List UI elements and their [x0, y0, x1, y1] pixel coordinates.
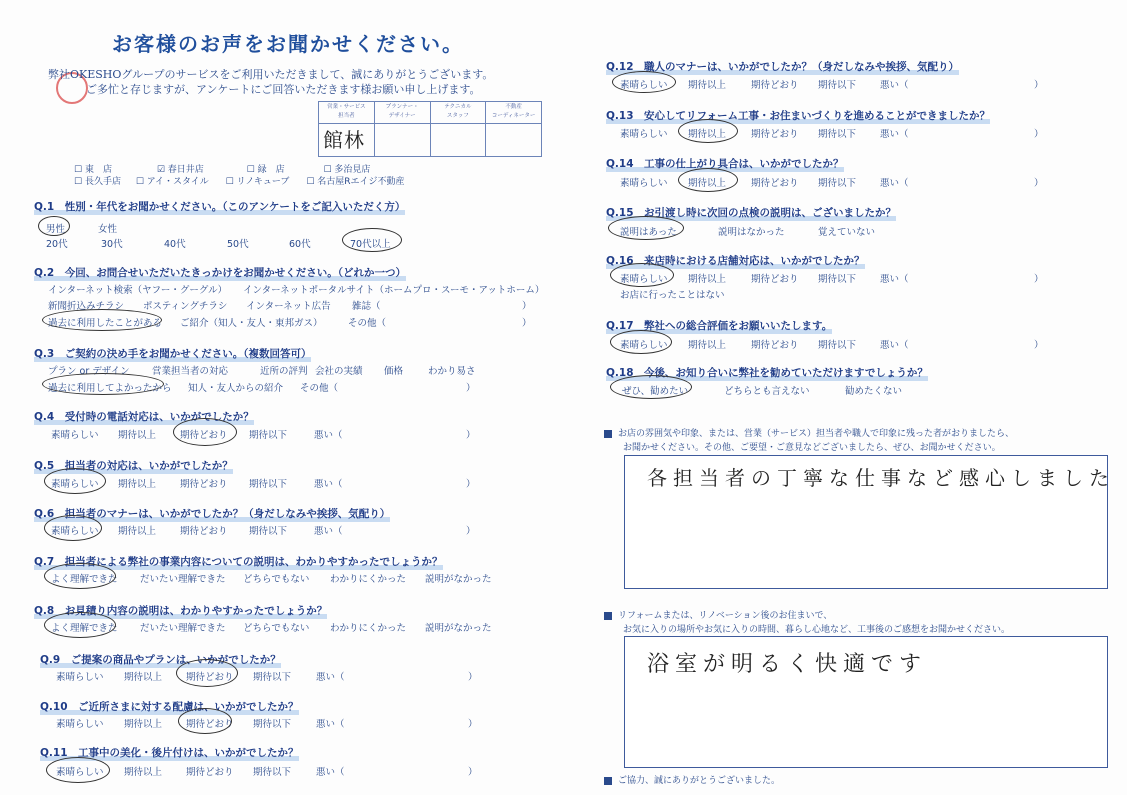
option-close-paren: ）: [522, 301, 532, 312]
comment1-prompt-line2: お聞かせください。その他、ご要望・ご意見などございましたら、ぜひ、お聞かせください。: [623, 443, 1001, 453]
bullet-square-icon: [604, 777, 612, 785]
option[interactable]: 素晴らしい: [620, 129, 668, 140]
option[interactable]: 悪い（: [314, 526, 343, 537]
bullet-square-icon: [604, 612, 612, 620]
option[interactable]: 期待以上: [124, 767, 163, 778]
staff-header-planner: プランナー・ デザイナー: [375, 102, 430, 124]
option[interactable]: 営業担当者の対応: [152, 366, 229, 377]
option[interactable]: 過去に利用してよかったから: [48, 383, 172, 394]
selection-circle: [42, 373, 164, 395]
footer-text: ご協力、誠にありがとうございました。: [618, 776, 781, 786]
option[interactable]: 期待どおり: [751, 178, 799, 189]
option[interactable]: 30代: [101, 239, 123, 250]
option[interactable]: 期待以下: [249, 526, 288, 537]
store-checkbox[interactable]: ☐: [135, 177, 147, 187]
option[interactable]: 素晴らしい: [56, 767, 104, 778]
option[interactable]: 悪い（: [880, 274, 909, 285]
option[interactable]: 素晴らしい: [51, 430, 99, 441]
option[interactable]: 70代以上: [350, 239, 391, 250]
option[interactable]: インターネットポータルサイト（ホームプロ・スーモ・アットホーム）: [243, 285, 545, 296]
question-number: Q.6: [34, 508, 55, 520]
option[interactable]: 素晴らしい: [620, 340, 668, 351]
option[interactable]: 期待以上: [688, 340, 727, 351]
option-close-paren: ）: [1034, 129, 1044, 140]
store-label: リノキューブ: [236, 177, 290, 187]
option[interactable]: 価格: [384, 366, 404, 377]
option[interactable]: 期待以下: [249, 479, 288, 490]
selection-circle: [342, 228, 402, 252]
question-number: Q.4: [34, 411, 55, 423]
option[interactable]: 期待以上: [118, 430, 157, 441]
comment2-prompt-line2: お気に入りの場所やお気に入りの時間、暮らし心地など、工事後のご感想をお聞かせください。: [623, 625, 1011, 635]
selection-circle: [173, 418, 237, 446]
option[interactable]: だいたい理解できた: [140, 574, 226, 585]
question-q14: [606, 156, 844, 171]
option[interactable]: 期待以上: [688, 80, 727, 91]
option[interactable]: わかりにくかった: [330, 623, 407, 634]
option[interactable]: 期待どおり: [180, 430, 228, 441]
option[interactable]: インターネット検索（ヤフー・グーグル）: [48, 285, 228, 296]
option[interactable]: 期待以上: [688, 129, 727, 140]
question-text: 安心してリフォーム工事・お住まいづくりを進めることができましたか？: [644, 110, 991, 122]
option[interactable]: 近所の評判: [260, 366, 308, 377]
option[interactable]: 期待以下: [253, 719, 292, 730]
option[interactable]: 期待以下: [818, 178, 857, 189]
option[interactable]: 期待以上: [118, 479, 157, 490]
question-text: ご契約の決め手をお聞かせください。（複数回答可）: [64, 348, 312, 360]
store-label: 緑 店: [257, 165, 285, 175]
question-text: 受付時の電話対応は、いかがでしたか？: [64, 411, 254, 423]
option[interactable]: 素晴らしい: [56, 719, 104, 730]
option[interactable]: その他（: [300, 383, 339, 394]
option[interactable]: 会社の実績: [315, 366, 363, 377]
bullet-square-icon: [604, 430, 612, 438]
option[interactable]: ポスティングチラシ: [143, 301, 228, 312]
question-text: 工事の仕上がり具合は、いかがでしたか？: [644, 158, 844, 170]
question-text: 担当者の対応は、いかがでしたか？: [64, 460, 233, 472]
option[interactable]: 期待以下: [818, 340, 857, 351]
question-q10: [40, 699, 299, 714]
option[interactable]: 20代: [46, 239, 68, 250]
option[interactable]: 悪い（: [314, 479, 343, 490]
option-close-paren: ）: [1034, 340, 1044, 351]
store-label: 春日井店: [167, 165, 204, 175]
option[interactable]: 悪い（: [316, 672, 345, 683]
option-close-paren: ）: [1034, 178, 1044, 189]
option-close-paren: ）: [466, 526, 476, 537]
question-number: Q.9: [40, 654, 61, 666]
option[interactable]: お店に行ったことはない: [620, 290, 725, 301]
option[interactable]: 期待以上: [124, 672, 163, 683]
question-number: Q.17: [606, 320, 634, 332]
option[interactable]: 過去に利用したことがある: [48, 318, 163, 329]
question-text: 今後、お知り合いに弊社を勧めていただけますでしょうか？: [644, 367, 928, 379]
option[interactable]: 期待どおり: [180, 479, 228, 490]
option[interactable]: だいたい理解できた: [140, 623, 226, 634]
option[interactable]: インターネット広告: [246, 301, 331, 312]
store-checkbox-checked[interactable]: ☑: [156, 165, 168, 175]
selection-circle: [38, 216, 70, 236]
option-close-paren: ）: [468, 767, 478, 778]
comment1-answer-box[interactable]: [624, 455, 1115, 589]
comment2-answer-box[interactable]: [624, 636, 1108, 768]
selection-circle: [678, 168, 738, 192]
comment2-prompt-line1: リフォームまたは、リノベーション後のお住まいで、: [618, 611, 833, 621]
option[interactable]: 期待どおり: [186, 672, 234, 683]
option[interactable]: その他（: [348, 318, 387, 329]
store-label: 多治見店: [334, 165, 371, 175]
option[interactable]: 期待以下: [253, 672, 292, 683]
store-label: 長久手店: [84, 177, 121, 187]
option[interactable]: 期待以下: [249, 430, 288, 441]
question-text: 工事中の美化・後片付けは、いかがでしたか？: [78, 747, 299, 759]
selection-circle: [176, 659, 238, 687]
option[interactable]: 女性: [98, 224, 118, 235]
question-number: Q.8: [34, 605, 55, 617]
selection-circle: [44, 563, 116, 589]
option[interactable]: 覚えていない: [818, 227, 876, 238]
selection-circle: [610, 263, 674, 287]
option[interactable]: 素晴らしい: [51, 479, 99, 490]
option[interactable]: 期待どおり: [186, 719, 234, 730]
option[interactable]: 40代: [164, 239, 186, 250]
question-number: Q.3: [34, 348, 55, 360]
store-checkbox[interactable]: ☐: [246, 165, 258, 175]
question-number: Q.13: [606, 110, 634, 122]
option[interactable]: 悪い（: [316, 719, 345, 730]
option[interactable]: 60代: [289, 239, 311, 250]
option[interactable]: 素晴らしい: [56, 672, 104, 683]
option[interactable]: 期待以上: [124, 719, 163, 730]
store-checkbox[interactable]: ☐: [74, 177, 85, 187]
option[interactable]: 期待以上: [688, 178, 727, 189]
option[interactable]: 悪い（: [880, 129, 909, 140]
option[interactable]: 期待どおり: [180, 526, 228, 537]
staff-col-realestate: [486, 102, 541, 156]
option[interactable]: 説明はあった: [620, 227, 677, 238]
question-text: 担当者のマナーは、いかがでしたか？（身だしなみや挨拶、気配り）: [64, 508, 391, 520]
footer-thanks: [604, 773, 780, 786]
option[interactable]: 素晴らしい: [620, 178, 668, 189]
comment1-prompt: [604, 426, 1014, 439]
option[interactable]: 期待どおり: [751, 129, 799, 140]
question-number: Q.5: [34, 460, 55, 472]
option[interactable]: 期待以下: [818, 129, 857, 140]
option[interactable]: 期待どおり: [751, 340, 799, 351]
question-q1: [34, 199, 405, 214]
question-number: Q.11: [40, 747, 68, 759]
option[interactable]: 勧めたくない: [845, 386, 903, 397]
question-q2: [34, 265, 406, 280]
comment2-prompt: [604, 608, 832, 621]
comment1-prompt-line1: お店の雰囲気や印象、または、営業（サービス）担当者や職人で印象に残った者がおりましたら、: [618, 429, 1015, 439]
question-number: Q.14: [606, 158, 634, 170]
selection-circle: [44, 612, 116, 638]
option[interactable]: 悪い（: [316, 767, 345, 778]
option[interactable]: ご紹介（知人・友人・東邦ガス）: [180, 318, 323, 329]
store-label: 東 店: [84, 165, 112, 175]
store-checkbox-row-2: [74, 174, 405, 187]
store-checkbox[interactable]: ☐: [225, 177, 237, 187]
store-checkbox[interactable]: ☐: [306, 177, 318, 187]
question-number: Q.18: [606, 367, 634, 379]
question-text: 担当者による弊社の事業内容についての説明は、わかりやすかったでしょうか？: [64, 556, 443, 568]
staff-col-planner: [375, 102, 431, 156]
option[interactable]: わかりにくかった: [330, 574, 407, 585]
option[interactable]: どちらとも言えない: [724, 386, 810, 397]
question-number: Q.10: [40, 701, 68, 713]
selection-circle: [610, 375, 692, 399]
option-close-paren: ）: [1034, 274, 1044, 285]
option[interactable]: どちらでもない: [243, 623, 310, 634]
option[interactable]: よく理解できた: [51, 623, 118, 634]
store-checkbox[interactable]: ☐: [323, 165, 335, 175]
option[interactable]: 説明がなかった: [425, 623, 492, 634]
selection-circle: [44, 468, 106, 494]
question-text: 来店時における店舗対応は、いかがでしたか？: [644, 255, 865, 267]
question-number: Q.12: [606, 61, 634, 73]
question-text: 性別・年代をお聞かせください。（このアンケートをご記入いただく方）: [64, 201, 406, 213]
option[interactable]: 雑誌（: [352, 301, 381, 312]
staff-header-technical: テクニカル スタッフ: [431, 102, 486, 124]
question-number: Q.7: [34, 556, 55, 568]
question-number: Q.1: [34, 201, 55, 213]
option-close-paren: ）: [1034, 80, 1044, 91]
selection-circle: [612, 71, 676, 93]
option[interactable]: 素晴らしい: [51, 526, 99, 537]
selection-circle: [44, 515, 102, 541]
option-close-paren: ）: [466, 479, 476, 490]
question-text: 職人のマナーは、いかがでしたか？（身だしなみや挨拶、気配り）: [644, 61, 960, 73]
option[interactable]: 悪い（: [880, 80, 909, 91]
option[interactable]: 期待以下: [253, 767, 292, 778]
option[interactable]: どちらでもない: [243, 574, 310, 585]
page-title: お客様のお声をお聞かせください。: [112, 32, 464, 56]
option-close-paren: ）: [468, 719, 478, 730]
selection-circle: [610, 330, 672, 354]
selection-circle: [46, 757, 110, 783]
question-text: お引渡し時に次回の点検の説明は、ございましたか？: [644, 207, 897, 219]
question-text: 弊社への総合評価をお願いいたします。: [644, 320, 833, 332]
question-text: ご近所さまに対する配慮は、いかがでしたか？: [78, 701, 299, 713]
option[interactable]: 期待以下: [818, 274, 857, 285]
store-label: アイ・スタイル: [146, 177, 209, 187]
option[interactable]: 期待どおり: [751, 80, 799, 91]
selection-circle: [42, 309, 162, 331]
question-number: Q.16: [606, 255, 634, 267]
selection-circle: [608, 216, 684, 240]
option[interactable]: 悪い（: [880, 178, 909, 189]
comment2-handwritten-answer: 浴室が明るく快適です: [647, 652, 928, 677]
option[interactable]: よく理解できた: [51, 574, 118, 585]
option[interactable]: ぜひ、勧めたい: [622, 386, 689, 397]
option[interactable]: 悪い（: [314, 430, 343, 441]
comment1-handwritten-answer: 各担当者の丁寧な仕事など感心しました: [647, 466, 1115, 490]
question-text: ご提案の商品やプランは、いかがでしたか？: [70, 654, 281, 666]
selection-circle: [678, 119, 738, 143]
question-q3: [34, 346, 311, 361]
option[interactable]: 期待以上: [688, 274, 727, 285]
staff-col-technical: [431, 102, 487, 156]
question-text: 今回、お問合せいただいたきっかけをお聞かせください。（どれか一つ）: [64, 267, 406, 279]
question-number: Q.2: [34, 267, 55, 279]
option[interactable]: 男性: [46, 224, 66, 235]
option[interactable]: 50代: [227, 239, 249, 250]
question-q9: [40, 652, 281, 667]
staff-header-realestate: 不動産 コーディネーター: [486, 102, 541, 124]
staff-header-sales: 営業・サービス 担当者: [319, 102, 374, 124]
selection-circle: [178, 708, 232, 734]
option[interactable]: プラン or デザイン: [48, 366, 130, 377]
option[interactable]: わかり易さ: [428, 366, 476, 377]
option[interactable]: 悪い（: [880, 340, 909, 351]
staff-handwritten-name: 館林: [323, 128, 365, 152]
option[interactable]: 知人・友人からの紹介: [188, 383, 284, 394]
intro-line-1: 弊社OKESHOグループのサービスをご利用いただきまして、誠にありがとうございます。: [48, 68, 494, 81]
option[interactable]: 説明はなかった: [718, 227, 785, 238]
store-checkbox[interactable]: ☐: [74, 165, 85, 175]
option[interactable]: 期待どおり: [751, 274, 799, 285]
option[interactable]: 期待以下: [818, 80, 857, 91]
option[interactable]: 新聞折込みチラシ: [48, 301, 125, 312]
question-text: お見積り内容の説明は、わかりやすかったでしょうか？: [64, 605, 328, 617]
store-label: 名古屋Rエイジ不動産: [317, 177, 405, 187]
option-close-paren: ）: [468, 672, 478, 683]
staff-col-sales: [319, 102, 375, 156]
intro-line-2: ご多忙と存じますが、アンケートにご回答いただきます様お願い申し上げます。: [86, 83, 481, 96]
option[interactable]: 素晴らしい: [620, 80, 668, 91]
option[interactable]: 素晴らしい: [620, 274, 668, 285]
option-close-paren: ）: [466, 430, 476, 441]
staff-table: [318, 101, 542, 157]
option[interactable]: 説明がなかった: [425, 574, 492, 585]
option[interactable]: 期待以上: [118, 526, 157, 537]
option-close-paren: ）: [522, 318, 532, 329]
question-q13: [606, 108, 990, 123]
option-close-paren: ）: [466, 383, 476, 394]
question-number: Q.15: [606, 207, 634, 219]
option[interactable]: 期待どおり: [186, 767, 234, 778]
